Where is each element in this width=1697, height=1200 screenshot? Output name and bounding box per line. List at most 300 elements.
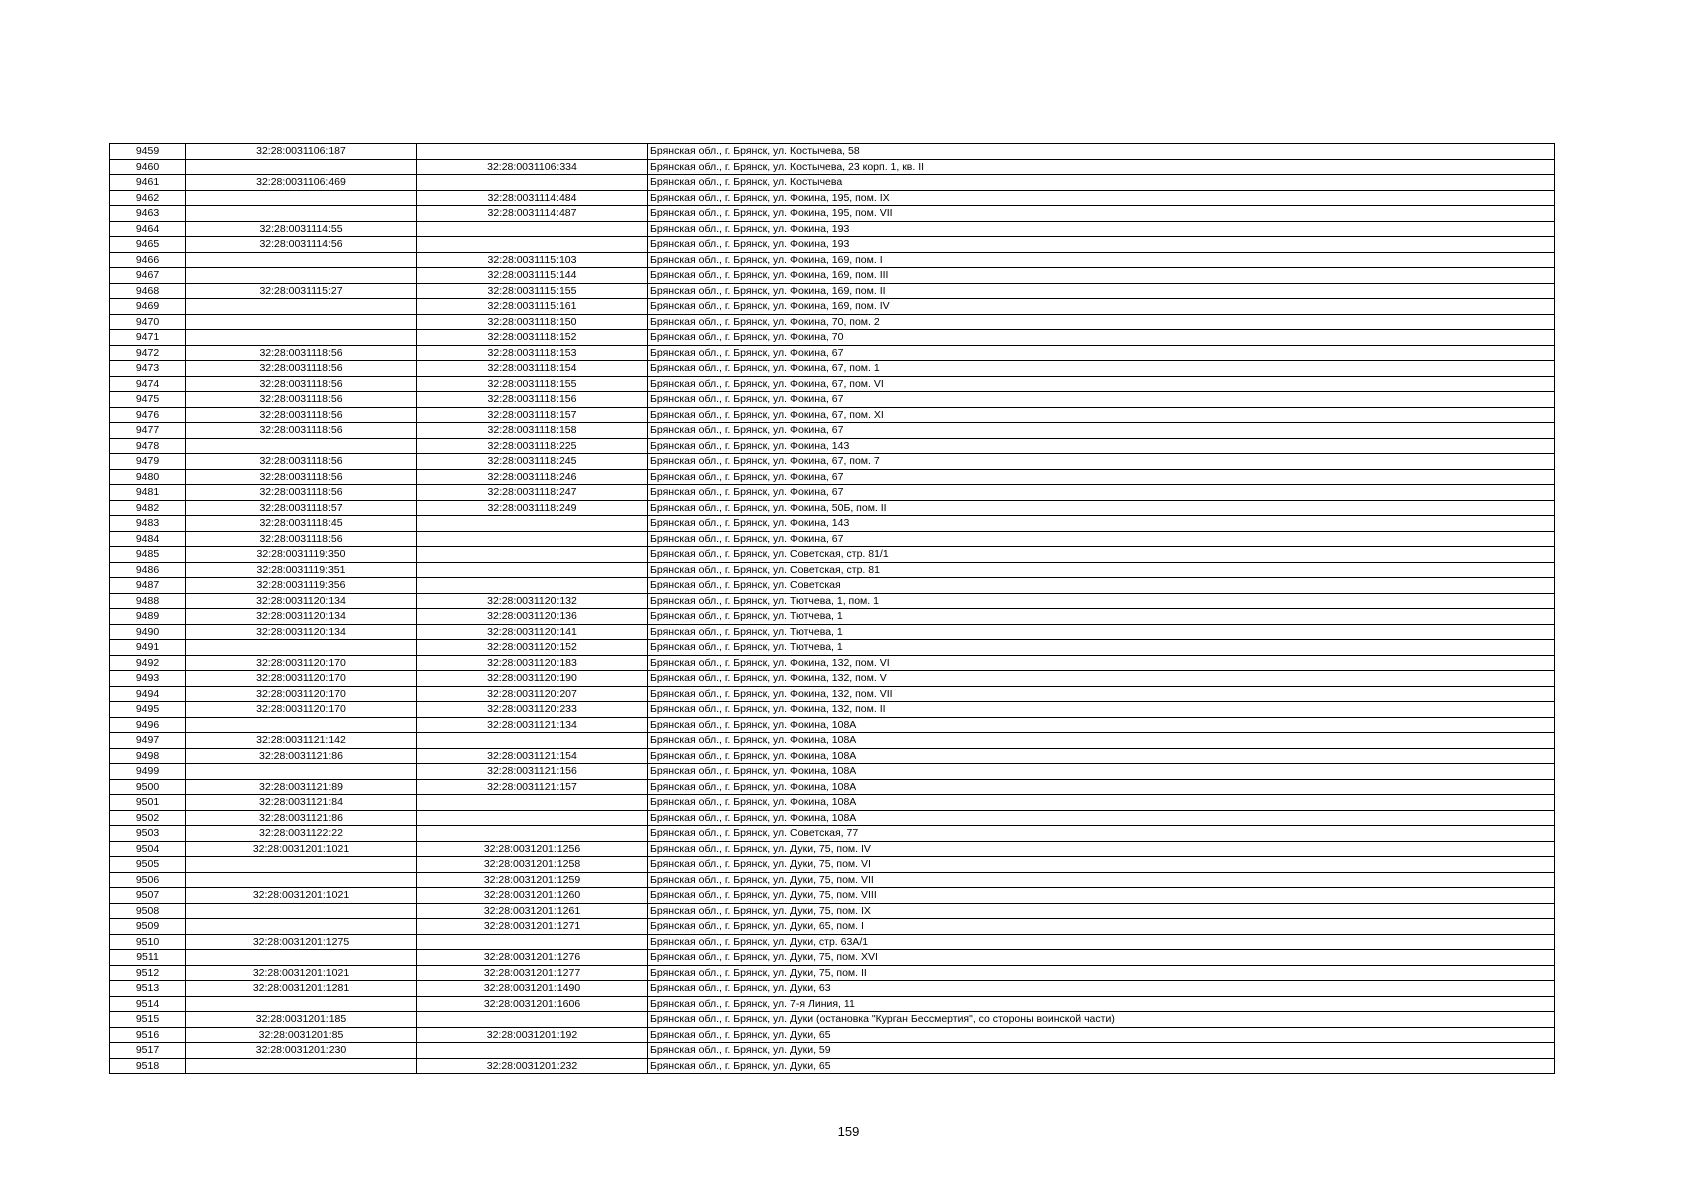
building-number-cell: 32:28:0031120:207: [417, 686, 648, 702]
address-cell: Брянская обл., г. Брянск, ул. Фокина, 169, пом. IV: [648, 299, 1555, 315]
table-row: [110, 252, 1555, 268]
land-parcel-cell: 32:28:0031201:85: [186, 1027, 417, 1043]
address-cell: Брянская обл., г. Брянск, ул. Фокина, 67: [648, 423, 1555, 439]
land-parcel-cell: 32:28:0031121:86: [186, 810, 417, 826]
land-parcel-cell: 32:28:0031118:56: [186, 454, 417, 470]
land-parcel-cell: 32:28:0031118:57: [186, 500, 417, 516]
land-parcel-cell: [186, 872, 417, 888]
row-number-cell: 9476: [110, 407, 186, 423]
table-row: [110, 283, 1555, 299]
building-number-cell: 32:28:0031120:233: [417, 702, 648, 718]
address-cell: Брянская обл., г. Брянск, ул. Дуки (остановка "Курган Бессмертия", со стороны воинской части): [648, 1012, 1555, 1028]
address-cell: Брянская обл., г. Брянск, ул. Фокина, 108А: [648, 748, 1555, 764]
row-number-cell: 9470: [110, 314, 186, 330]
row-number-cell: 9466: [110, 252, 186, 268]
address-cell: Брянская обл., г. Брянск, ул. Фокина, 70, пом. 2: [648, 314, 1555, 330]
table-row: [110, 609, 1555, 625]
building-number-cell: [417, 516, 648, 532]
address-cell: Брянская обл., г. Брянск, ул. Дуки, 75, пом. IX: [648, 903, 1555, 919]
address-cell: Брянская обл., г. Брянск, ул. Дуки, 75, пом. II: [648, 965, 1555, 981]
address-cell: Брянская обл., г. Брянск, ул. Фокина, 67: [648, 469, 1555, 485]
row-number-cell: 9462: [110, 190, 186, 206]
row-number-cell: 9485: [110, 547, 186, 563]
row-number-cell: 9510: [110, 934, 186, 950]
table-row: [110, 299, 1555, 315]
land-parcel-cell: 32:28:0031118:56: [186, 531, 417, 547]
building-number-cell: 32:28:0031118:155: [417, 376, 648, 392]
building-number-cell: 32:28:0031118:157: [417, 407, 648, 423]
building-number-cell: [417, 1043, 648, 1059]
address-cell: Брянская обл., г. Брянск, ул. Фокина, 143: [648, 438, 1555, 454]
land-parcel-cell: 32:28:0031121:86: [186, 748, 417, 764]
address-cell: Брянская обл., г. Брянск, ул. Фокина, 67: [648, 485, 1555, 501]
land-parcel-cell: 32:28:0031201:185: [186, 1012, 417, 1028]
table-row: [110, 485, 1555, 501]
address-cell: Брянская обл., г. Брянск, ул. Дуки, 65: [648, 1027, 1555, 1043]
address-cell: Брянская обл., г. Брянск, ул. Дуки, 63: [648, 981, 1555, 997]
land-parcel-cell: [186, 903, 417, 919]
table-row: [110, 733, 1555, 749]
table-row: [110, 640, 1555, 656]
row-number-cell: 9512: [110, 965, 186, 981]
table-row: [110, 144, 1555, 160]
building-number-cell: 32:28:0031120:141: [417, 624, 648, 640]
building-number-cell: [417, 795, 648, 811]
table-row: [110, 1058, 1555, 1074]
address-cell: Брянская обл., г. Брянск, ул. Фокина, 193: [648, 237, 1555, 253]
land-parcel-cell: 32:28:0031118:56: [186, 469, 417, 485]
building-number-cell: [417, 237, 648, 253]
building-number-cell: 32:28:0031201:1259: [417, 872, 648, 888]
address-cell: Брянская обл., г. Брянск, ул. Дуки, 75, пом. VIII: [648, 888, 1555, 904]
land-parcel-cell: 32:28:0031119:350: [186, 547, 417, 563]
land-parcel-cell: 32:28:0031201:230: [186, 1043, 417, 1059]
address-cell: Брянская обл., г. Брянск, ул. Фокина, 67, пом. XI: [648, 407, 1555, 423]
row-number-cell: 9478: [110, 438, 186, 454]
building-number-cell: [417, 826, 648, 842]
address-cell: Брянская обл., г. Брянск, ул. Фокина, 108А: [648, 795, 1555, 811]
table-row: [110, 1012, 1555, 1028]
table-row: [110, 1027, 1555, 1043]
land-parcel-cell: [186, 919, 417, 935]
land-parcel-cell: 32:28:0031115:27: [186, 283, 417, 299]
building-number-cell: 32:28:0031201:1606: [417, 996, 648, 1012]
building-number-cell: 32:28:0031201:1271: [417, 919, 648, 935]
address-cell: Брянская обл., г. Брянск, ул. Фокина, 132, пом. V: [648, 671, 1555, 687]
address-cell: Брянская обл., г. Брянск, ул. Фокина, 70: [648, 330, 1555, 346]
address-cell: Брянская обл., г. Брянск, ул. Дуки, стр. 63А/1: [648, 934, 1555, 950]
building-number-cell: 32:28:0031120:190: [417, 671, 648, 687]
table-row: [110, 1043, 1555, 1059]
table-row: [110, 779, 1555, 795]
land-parcel-cell: 32:28:0031120:134: [186, 624, 417, 640]
row-number-cell: 9486: [110, 562, 186, 578]
building-number-cell: [417, 175, 648, 191]
building-number-cell: 32:28:0031121:134: [417, 717, 648, 733]
land-parcel-cell: 32:28:0031118:56: [186, 485, 417, 501]
row-number-cell: 9505: [110, 857, 186, 873]
table-row: [110, 717, 1555, 733]
land-parcel-cell: [186, 190, 417, 206]
row-number-cell: 9518: [110, 1058, 186, 1074]
address-cell: Брянская обл., г. Брянск, ул. Фокина, 169, пом. I: [648, 252, 1555, 268]
building-number-cell: 32:28:0031201:1276: [417, 950, 648, 966]
land-parcel-cell: [186, 159, 417, 175]
building-number-cell: [417, 562, 648, 578]
land-parcel-cell: 32:28:0031120:134: [186, 593, 417, 609]
row-number-cell: 9475: [110, 392, 186, 408]
address-cell: Брянская обл., г. Брянск, ул. Фокина, 108А: [648, 717, 1555, 733]
address-cell: Брянская обл., г. Брянск, ул. Дуки, 65: [648, 1058, 1555, 1074]
table-row: [110, 981, 1555, 997]
land-parcel-cell: 32:28:0031118:56: [186, 423, 417, 439]
building-number-cell: 32:28:0031201:1277: [417, 965, 648, 981]
building-number-cell: [417, 221, 648, 237]
land-parcel-cell: 32:28:0031106:187: [186, 144, 417, 160]
building-number-cell: 32:28:0031118:156: [417, 392, 648, 408]
address-cell: Брянская обл., г. Брянск, ул. Советская, стр. 81/1: [648, 547, 1555, 563]
address-cell: Брянская обл., г. Брянск, ул. Тютчева, 1, пом. 1: [648, 593, 1555, 609]
table-row: [110, 206, 1555, 222]
table-row: [110, 469, 1555, 485]
row-number-cell: 9515: [110, 1012, 186, 1028]
row-number-cell: 9469: [110, 299, 186, 315]
address-cell: Брянская обл., г. Брянск, ул. Фокина, 67, пом. 1: [648, 361, 1555, 377]
land-parcel-cell: 32:28:0031201:1275: [186, 934, 417, 950]
address-cell: Брянская обл., г. Брянск, ул. Фокина, 195, пом. VII: [648, 206, 1555, 222]
row-number-cell: 9506: [110, 872, 186, 888]
row-number-cell: 9511: [110, 950, 186, 966]
table-row: [110, 593, 1555, 609]
building-number-cell: 32:28:0031118:249: [417, 500, 648, 516]
land-parcel-cell: [186, 950, 417, 966]
row-number-cell: 9488: [110, 593, 186, 609]
building-number-cell: [417, 1012, 648, 1028]
row-number-cell: 9502: [110, 810, 186, 826]
row-number-cell: 9509: [110, 919, 186, 935]
land-parcel-cell: 32:28:0031120:134: [186, 609, 417, 625]
address-cell: Брянская обл., г. Брянск, ул. Дуки, 75, пом. VI: [648, 857, 1555, 873]
land-parcel-cell: 32:28:0031118:56: [186, 361, 417, 377]
address-cell: Брянская обл., г. Брянск, ул. Фокина, 67: [648, 392, 1555, 408]
table-row: [110, 500, 1555, 516]
table-row: [110, 531, 1555, 547]
table-row: [110, 562, 1555, 578]
row-number-cell: 9500: [110, 779, 186, 795]
building-number-cell: [417, 578, 648, 594]
row-number-cell: 9496: [110, 717, 186, 733]
row-number-cell: 9463: [110, 206, 186, 222]
table-row: [110, 392, 1555, 408]
building-number-cell: 32:28:0031118:225: [417, 438, 648, 454]
table-row: [110, 764, 1555, 780]
building-number-cell: 32:28:0031201:1261: [417, 903, 648, 919]
address-cell: Брянская обл., г. Брянск, ул. Фокина, 108А: [648, 779, 1555, 795]
table-row: [110, 268, 1555, 284]
row-number-cell: 9465: [110, 237, 186, 253]
row-number-cell: 9467: [110, 268, 186, 284]
building-number-cell: 32:28:0031114:484: [417, 190, 648, 206]
building-number-cell: [417, 531, 648, 547]
building-number-cell: 32:28:0031115:144: [417, 268, 648, 284]
address-cell: Брянская обл., г. Брянск, ул. Костычева: [648, 175, 1555, 191]
table-row: [110, 376, 1555, 392]
land-parcel-cell: 32:28:0031121:84: [186, 795, 417, 811]
table-row: [110, 407, 1555, 423]
building-number-cell: 32:28:0031118:158: [417, 423, 648, 439]
row-number-cell: 9479: [110, 454, 186, 470]
table-row: [110, 314, 1555, 330]
address-cell: Брянская обл., г. Брянск, ул. Фокина, 143: [648, 516, 1555, 532]
row-number-cell: 9464: [110, 221, 186, 237]
address-cell: Брянская обл., г. Брянск, ул. Фокина, 67, пом. 7: [648, 454, 1555, 470]
land-parcel-cell: 32:28:0031118:56: [186, 376, 417, 392]
page-number: 159: [837, 1124, 860, 1139]
building-number-cell: [417, 144, 648, 160]
row-number-cell: 9492: [110, 655, 186, 671]
address-cell: Брянская обл., г. Брянск, ул. Фокина, 108А: [648, 810, 1555, 826]
building-number-cell: 32:28:0031201:1490: [417, 981, 648, 997]
building-number-cell: 32:28:0031120:183: [417, 655, 648, 671]
row-number-cell: 9473: [110, 361, 186, 377]
table-row: [110, 547, 1555, 563]
land-parcel-cell: [186, 996, 417, 1012]
building-number-cell: 32:28:0031118:154: [417, 361, 648, 377]
building-number-cell: 32:28:0031118:246: [417, 469, 648, 485]
table-row: [110, 686, 1555, 702]
row-number-cell: 9499: [110, 764, 186, 780]
row-number-cell: 9468: [110, 283, 186, 299]
building-number-cell: 32:28:0031120:136: [417, 609, 648, 625]
table-row: [110, 361, 1555, 377]
row-number-cell: 9477: [110, 423, 186, 439]
address-cell: Брянская обл., г. Брянск, ул. Фокина, 193: [648, 221, 1555, 237]
table-row: [110, 748, 1555, 764]
row-number-cell: 9493: [110, 671, 186, 687]
building-number-cell: 32:28:0031121:157: [417, 779, 648, 795]
address-cell: Брянская обл., г. Брянск, ул. Фокина, 132, пом. VII: [648, 686, 1555, 702]
building-number-cell: [417, 934, 648, 950]
land-parcel-cell: 32:28:0031121:142: [186, 733, 417, 749]
table-row: [110, 190, 1555, 206]
row-number-cell: 9474: [110, 376, 186, 392]
land-parcel-cell: 32:28:0031120:170: [186, 671, 417, 687]
table-row: [110, 671, 1555, 687]
row-number-cell: 9484: [110, 531, 186, 547]
row-number-cell: 9508: [110, 903, 186, 919]
land-parcel-cell: 32:28:0031201:1281: [186, 981, 417, 997]
registry-table-body: [110, 144, 1555, 1074]
address-cell: Брянская обл., г. Брянск, ул. Фокина, 67: [648, 345, 1555, 361]
building-number-cell: 32:28:0031201:1256: [417, 841, 648, 857]
table-row: [110, 237, 1555, 253]
building-number-cell: 32:28:0031201:232: [417, 1058, 648, 1074]
land-parcel-cell: 32:28:0031120:170: [186, 686, 417, 702]
land-parcel-cell: 32:28:0031201:1021: [186, 965, 417, 981]
address-cell: Брянская обл., г. Брянск, ул. Фокина, 108А: [648, 733, 1555, 749]
table-row: [110, 578, 1555, 594]
row-number-cell: 9497: [110, 733, 186, 749]
building-number-cell: 32:28:0031121:154: [417, 748, 648, 764]
land-parcel-cell: [186, 1058, 417, 1074]
land-parcel-cell: 32:28:0031122:22: [186, 826, 417, 842]
land-parcel-cell: [186, 268, 417, 284]
table-row: [110, 934, 1555, 950]
table-row: [110, 903, 1555, 919]
land-parcel-cell: 32:28:0031118:56: [186, 392, 417, 408]
table-row: [110, 159, 1555, 175]
address-cell: Брянская обл., г. Брянск, ул. Фокина, 50Б, пом. II: [648, 500, 1555, 516]
row-number-cell: 9472: [110, 345, 186, 361]
land-parcel-cell: 32:28:0031119:351: [186, 562, 417, 578]
address-cell: Брянская обл., г. Брянск, ул. Костычева, 58: [648, 144, 1555, 160]
land-parcel-cell: [186, 330, 417, 346]
address-cell: Брянская обл., г. Брянск, ул. Фокина, 132, пом. II: [648, 702, 1555, 718]
address-cell: Брянская обл., г. Брянск, ул. Фокина, 169, пом. III: [648, 268, 1555, 284]
row-number-cell: 9471: [110, 330, 186, 346]
building-number-cell: 32:28:0031201:192: [417, 1027, 648, 1043]
row-number-cell: 9459: [110, 144, 186, 160]
table-row: [110, 841, 1555, 857]
row-number-cell: 9483: [110, 516, 186, 532]
land-parcel-cell: 32:28:0031121:89: [186, 779, 417, 795]
row-number-cell: 9516: [110, 1027, 186, 1043]
address-cell: Брянская обл., г. Брянск, ул. Советская: [648, 578, 1555, 594]
address-cell: Брянская обл., г. Брянск, ул. Фокина, 108А: [648, 764, 1555, 780]
building-number-cell: 32:28:0031118:153: [417, 345, 648, 361]
row-number-cell: 9517: [110, 1043, 186, 1059]
row-number-cell: 9501: [110, 795, 186, 811]
row-number-cell: 9513: [110, 981, 186, 997]
table-row: [110, 175, 1555, 191]
table-row: [110, 996, 1555, 1012]
land-parcel-cell: 32:28:0031201:1021: [186, 888, 417, 904]
registry-table: [109, 143, 1555, 1074]
row-number-cell: 9490: [110, 624, 186, 640]
address-cell: Брянская обл., г. Брянск, ул. Костычева, 23 корп. 1, кв. II: [648, 159, 1555, 175]
building-number-cell: 32:28:0031114:487: [417, 206, 648, 222]
address-cell: Брянская обл., г. Брянск, ул. Дуки, 65, пом. I: [648, 919, 1555, 935]
table-row: [110, 857, 1555, 873]
table-row: [110, 826, 1555, 842]
building-number-cell: 32:28:0031121:156: [417, 764, 648, 780]
building-number-cell: 32:28:0031120:152: [417, 640, 648, 656]
land-parcel-cell: 32:28:0031118:56: [186, 345, 417, 361]
land-parcel-cell: [186, 640, 417, 656]
land-parcel-cell: [186, 206, 417, 222]
building-number-cell: 32:28:0031118:150: [417, 314, 648, 330]
land-parcel-cell: 32:28:0031201:1021: [186, 841, 417, 857]
address-cell: Брянская обл., г. Брянск, ул. Советская, 77: [648, 826, 1555, 842]
row-number-cell: 9480: [110, 469, 186, 485]
table-row: [110, 423, 1555, 439]
row-number-cell: 9491: [110, 640, 186, 656]
building-number-cell: [417, 547, 648, 563]
land-parcel-cell: [186, 438, 417, 454]
address-cell: Брянская обл., г. Брянск, ул. Советская, стр. 81: [648, 562, 1555, 578]
address-cell: Брянская обл., г. Брянск, ул. Дуки, 75, пом. XVI: [648, 950, 1555, 966]
table-row: [110, 655, 1555, 671]
land-parcel-cell: [186, 764, 417, 780]
building-number-cell: 32:28:0031118:152: [417, 330, 648, 346]
address-cell: Брянская обл., г. Брянск, ул. Фокина, 195, пом. IX: [648, 190, 1555, 206]
row-number-cell: 9460: [110, 159, 186, 175]
address-cell: Брянская обл., г. Брянск, ул. 7-я Линия, 11: [648, 996, 1555, 1012]
building-number-cell: [417, 810, 648, 826]
row-number-cell: 9461: [110, 175, 186, 191]
address-cell: Брянская обл., г. Брянск, ул. Дуки, 59: [648, 1043, 1555, 1059]
building-number-cell: 32:28:0031201:1260: [417, 888, 648, 904]
address-cell: Брянская обл., г. Брянск, ул. Дуки, 75, пом. VII: [648, 872, 1555, 888]
building-number-cell: [417, 733, 648, 749]
row-number-cell: 9489: [110, 609, 186, 625]
land-parcel-cell: 32:28:0031106:469: [186, 175, 417, 191]
land-parcel-cell: 32:28:0031118:56: [186, 407, 417, 423]
building-number-cell: 32:28:0031106:334: [417, 159, 648, 175]
address-cell: Брянская обл., г. Брянск, ул. Тютчева, 1: [648, 609, 1555, 625]
land-parcel-cell: [186, 252, 417, 268]
row-number-cell: 9498: [110, 748, 186, 764]
table-row: [110, 950, 1555, 966]
table-row: [110, 516, 1555, 532]
table-row: [110, 919, 1555, 935]
row-number-cell: 9514: [110, 996, 186, 1012]
table-row: [110, 330, 1555, 346]
land-parcel-cell: 32:28:0031119:356: [186, 578, 417, 594]
land-parcel-cell: [186, 299, 417, 315]
address-cell: Брянская обл., г. Брянск, ул. Тютчева, 1: [648, 624, 1555, 640]
table-row: [110, 438, 1555, 454]
building-number-cell: 32:28:0031115:155: [417, 283, 648, 299]
row-number-cell: 9503: [110, 826, 186, 842]
land-parcel-cell: 32:28:0031114:55: [186, 221, 417, 237]
building-number-cell: 32:28:0031118:245: [417, 454, 648, 470]
land-parcel-cell: 32:28:0031120:170: [186, 655, 417, 671]
row-number-cell: 9507: [110, 888, 186, 904]
table-row: [110, 872, 1555, 888]
row-number-cell: 9487: [110, 578, 186, 594]
land-parcel-cell: 32:28:0031114:56: [186, 237, 417, 253]
building-number-cell: 32:28:0031201:1258: [417, 857, 648, 873]
address-cell: Брянская обл., г. Брянск, ул. Фокина, 67: [648, 531, 1555, 547]
table-row: [110, 965, 1555, 981]
table-row: [110, 810, 1555, 826]
building-number-cell: 32:28:0031120:132: [417, 593, 648, 609]
land-parcel-cell: [186, 314, 417, 330]
building-number-cell: 32:28:0031118:247: [417, 485, 648, 501]
table-row: [110, 702, 1555, 718]
table-row: [110, 221, 1555, 237]
table-row: [110, 888, 1555, 904]
table-row: [110, 454, 1555, 470]
building-number-cell: 32:28:0031115:161: [417, 299, 648, 315]
row-number-cell: 9495: [110, 702, 186, 718]
address-cell: Брянская обл., г. Брянск, ул. Фокина, 132, пом. VI: [648, 655, 1555, 671]
table-row: [110, 624, 1555, 640]
row-number-cell: 9504: [110, 841, 186, 857]
address-cell: Брянская обл., г. Брянск, ул. Тютчева, 1: [648, 640, 1555, 656]
address-cell: Брянская обл., г. Брянск, ул. Фокина, 169, пом. II: [648, 283, 1555, 299]
table-row: [110, 795, 1555, 811]
address-cell: Брянская обл., г. Брянск, ул. Дуки, 75, пом. IV: [648, 841, 1555, 857]
row-number-cell: 9494: [110, 686, 186, 702]
table-row: [110, 345, 1555, 361]
row-number-cell: 9481: [110, 485, 186, 501]
land-parcel-cell: [186, 717, 417, 733]
land-parcel-cell: [186, 857, 417, 873]
building-number-cell: 32:28:0031115:103: [417, 252, 648, 268]
row-number-cell: 9482: [110, 500, 186, 516]
